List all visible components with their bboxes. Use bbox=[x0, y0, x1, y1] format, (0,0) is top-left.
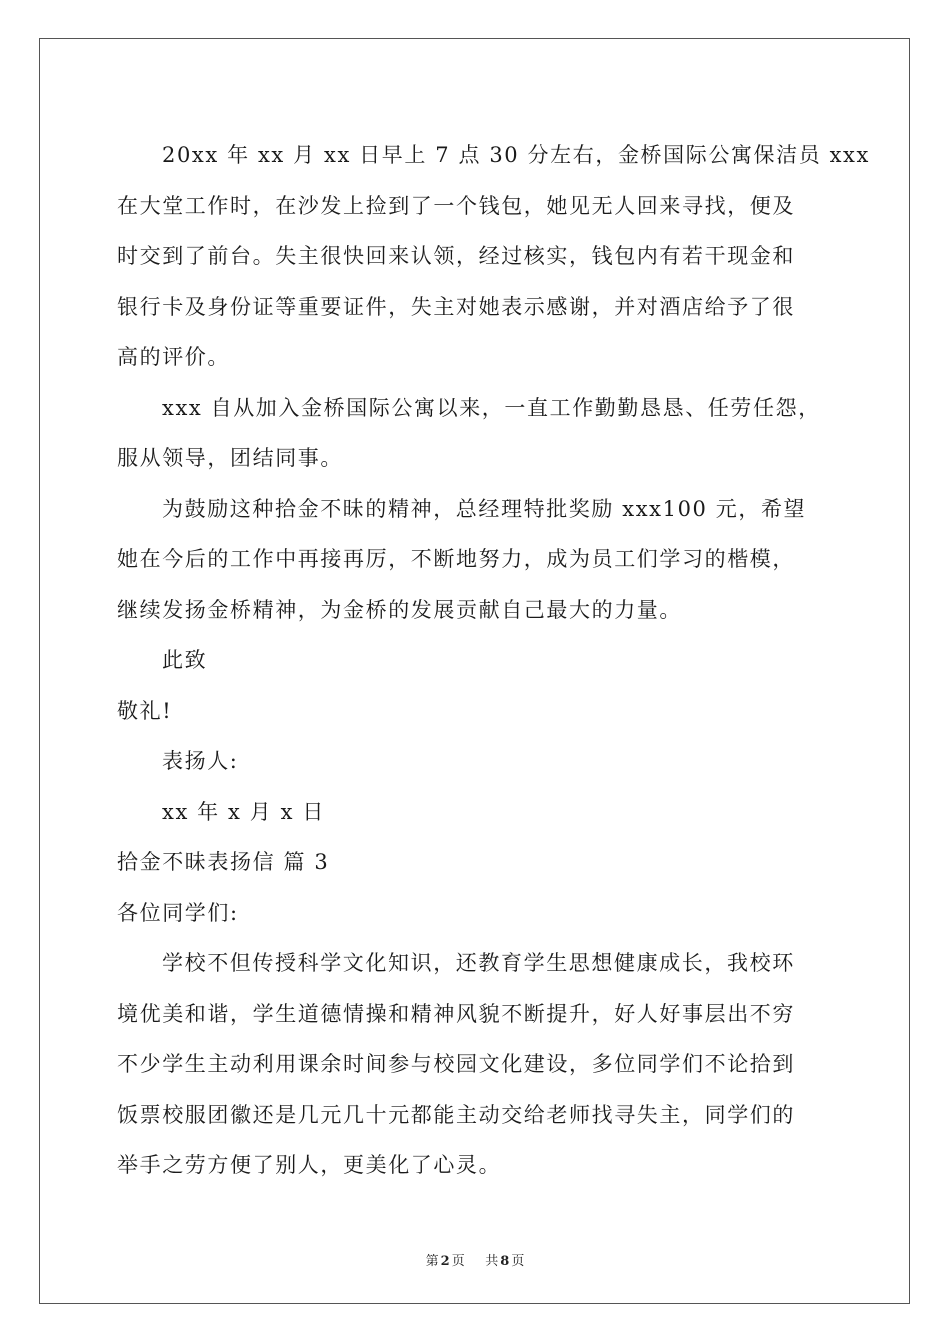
paragraph-line: 饭票校服团徽还是几元几十元都能主动交给老师找寻失主，同学们的 bbox=[117, 1102, 795, 1127]
date-line: xx 年 x 月 x 日 bbox=[162, 799, 325, 824]
paragraph-line: 她在今后的工作中再接再厉，不断地努力，成为员工们学习的楷模， bbox=[117, 547, 795, 571]
paragraph-line: 继续发扬金桥精神，为金桥的发展贡献自己最大的力量。 bbox=[117, 597, 682, 622]
document-body bbox=[117, 130, 870, 1191]
paragraph-line: 学校不但传授科学文化知识，还教育学生思想健康成长，我校环 bbox=[162, 951, 795, 975]
page-prefix: 第 bbox=[425, 1254, 439, 1269]
paragraph-line: 时交到了前台。失主很快回来认领，经过核实，钱包内有若干现金和 bbox=[117, 244, 795, 268]
paragraph-line: 不少学生主动利用课余时间参与校园文化建设，多位同学们不论拾到 bbox=[117, 1052, 795, 1076]
signature-line: 表扬人: bbox=[162, 749, 239, 773]
total-suffix: 页 bbox=[511, 1254, 525, 1269]
paragraph-line: 为鼓励这种拾金不昧的精神，总经理特批奖励 xxx100 元，希望 bbox=[162, 496, 807, 521]
paragraph-line: xxx 自从加入金桥国际公寓以来，一直工作勤勤恳恳、任劳任怨， bbox=[162, 395, 821, 420]
paragraph-line: 高的评价。 bbox=[117, 345, 230, 369]
page-number: 2 bbox=[440, 1254, 450, 1269]
paragraph-line: 服从领导，团结同事。 bbox=[117, 446, 343, 470]
total-prefix: 共 bbox=[485, 1254, 499, 1269]
paragraph-line: 20xx 年 xx 月 xx 日早上 7 点 30 分左右，金桥国际公寓保洁员 xxx bbox=[162, 143, 870, 167]
section-title: 拾金不昧表扬信 篇 3 bbox=[117, 850, 330, 874]
paragraph-line: 境优美和谐，学生道德情操和精神风貌不断提升，好人好事层出不穷 bbox=[117, 1001, 795, 1026]
salutation-line: 此致 bbox=[162, 648, 208, 672]
paragraph-line: 银行卡及身份证等重要证件，失主对她表示感谢，并对酒店给予了很 bbox=[117, 294, 795, 319]
total-pages: 8 bbox=[500, 1254, 510, 1269]
salutation-line: 敬礼! bbox=[117, 698, 173, 723]
page-suffix: 页 bbox=[451, 1254, 465, 1269]
paragraph-line: 举手之劳方便了别人，更美化了心灵。 bbox=[117, 1153, 502, 1177]
page-footer bbox=[0, 1250, 950, 1269]
paragraph-line: 在大堂工作时，在沙发上捡到了一个钱包，她见无人回来寻找，便及 bbox=[117, 193, 795, 218]
greeting-line: 各位同学们: bbox=[117, 900, 239, 925]
